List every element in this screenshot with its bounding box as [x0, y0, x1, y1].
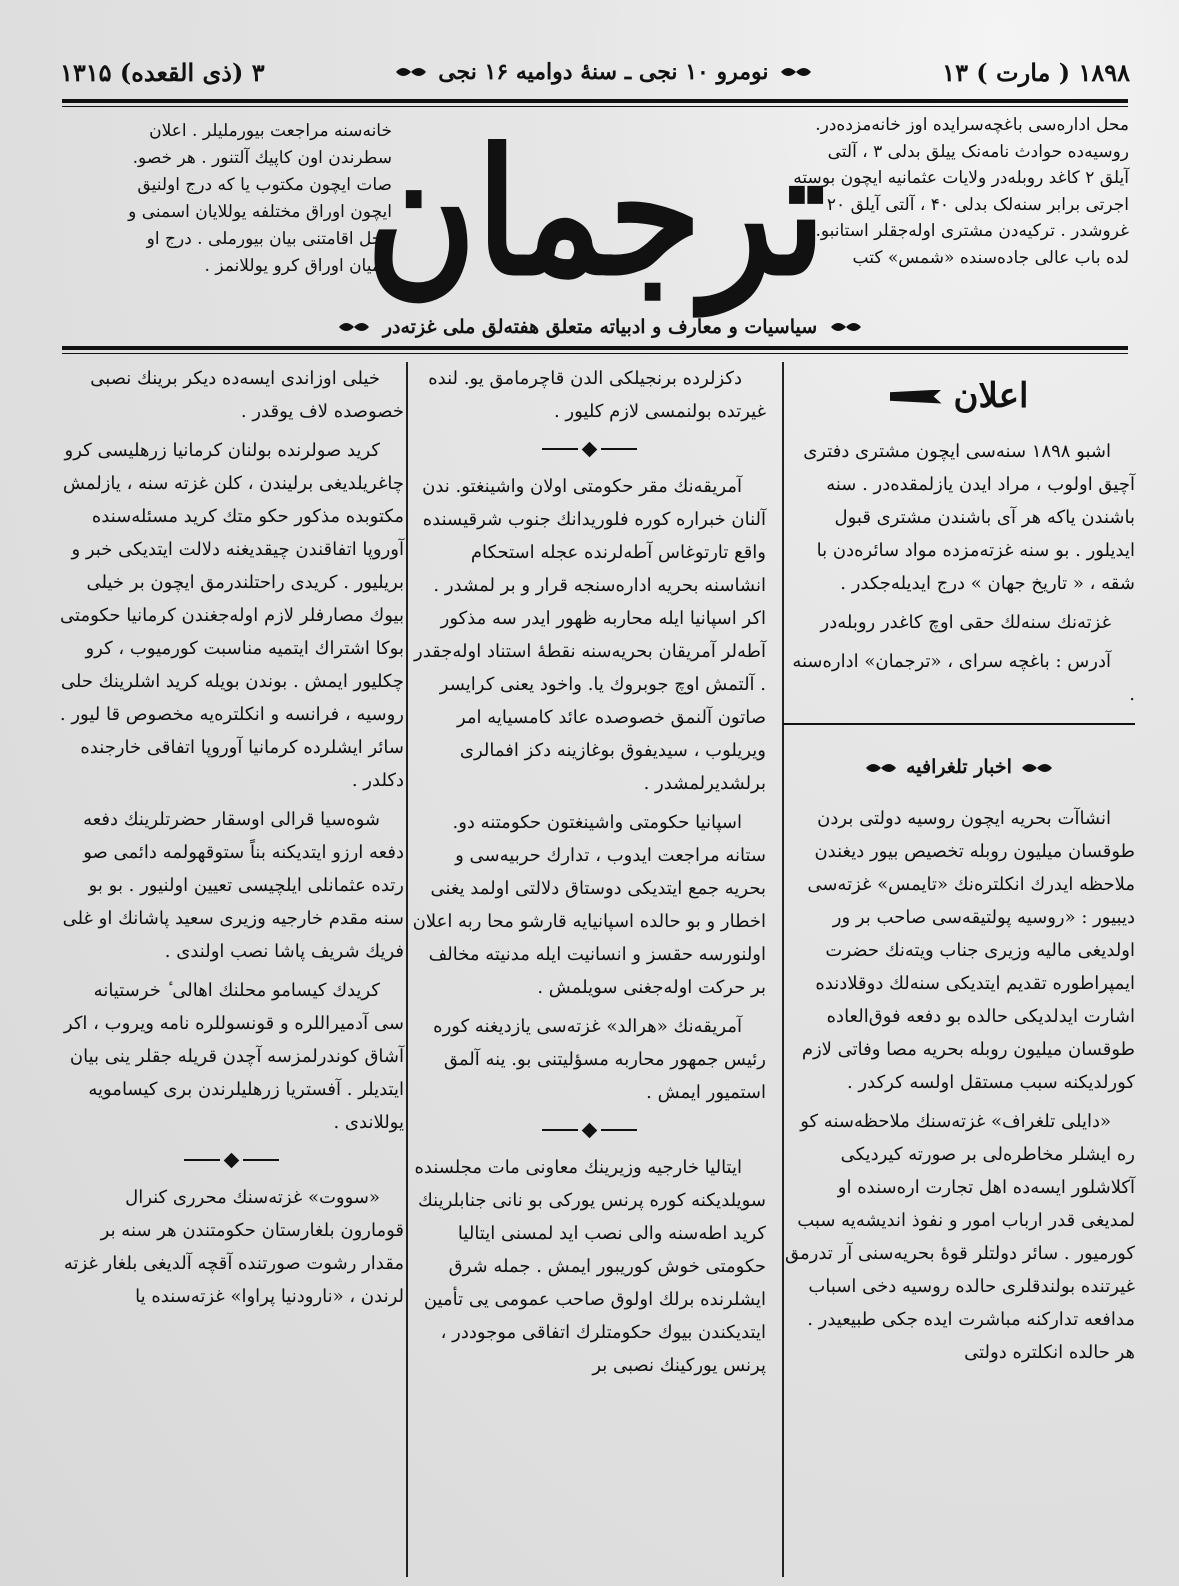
advertising-line: سطرندن اون کاپیك آلتنور . هر خصو. — [132, 148, 392, 168]
announcement-paragraph: غزته‌نك سنه‌لك حقی اوچ کاغدر روبله‌در — [820, 612, 1111, 633]
subscription-line: آیلق ۲ کاغد روبله‌در ولایات عثمانیه ایچون بوسته — [793, 168, 1129, 188]
diamond-separator-icon — [412, 1115, 766, 1145]
masthead-bottom-thin-rule — [62, 353, 1128, 354]
announcement-heading — [783, 376, 1135, 416]
article-paragraph: اسپانیا حکومتی واشینغتون حکومتنه دو. ستانه مراجعت ایدوب ، تدارك حربیه‌سی و بحریه جمع ایتدیکی دوستاق دلالتی اولمد یغنی اخطار و بو حالده اسپانیایه قارشو محا ربه اعلان اولنورسه حقسز و انسانیت ایله مدنیته مخالف بر حرکت اوله‌جغنی سویلمش . — [412, 812, 766, 998]
announcement-paragraph: اشبو ۱۸۹۸ سنه‌سی ایچون مشتری دفتری آچیق اولوب ، مراد ایدن یازلمقده‌در . سنه باشندن یاکه هر آی باشندن مشتری قبول ایدیلور . بو سنه غزته‌مزده مواد سائره‌دن با شقه ، « تاریخ جهان » درج ایدیله‌جکدر . — [803, 441, 1135, 594]
advertising-line: محل اقامتنی بیان بیورملی . درج او — [146, 229, 392, 249]
article-paragraph: خیلی اوزاندی ایسه‌ده دیکر برینك نصبی خصوصده لاف یوقدر . — [90, 368, 404, 422]
top-thin-rule — [62, 106, 1128, 107]
advertising-line: ایچون اوراق مختلفه یوللایان اسمنی و — [128, 202, 392, 222]
pointing-hand-icon — [890, 390, 942, 404]
hijri-date: ۳ (ذی القعده) ۱۳۱۵ — [60, 57, 265, 87]
article-paragraph: شوه‌سیا قرالی اوسقار حضرتلرینك دفعه دفعه ارزو ایتدیکنه بناً ستوقهولمه دائمی صو رتده عثمانلی ایلچیسی تعیین اولنیور . بو بو سنه مقدم خارجیه وزیری سعید پاشانك او غلی فریك شریف پاشا نصب اولندی . — [62, 809, 404, 962]
subscription-line: لده باب عالی جاده‌سنده «شمس» کتب — [852, 247, 1129, 268]
subscription-line: روسیه‌ده حوادث نامه‌نک ییلق بدلی ۳ ، آلتی — [827, 141, 1129, 162]
issue-number: نومرو ۱۰ نجی ـ سنهٔ دوامیه ۱۶ نجی — [438, 59, 769, 85]
fleuron-ornament-icon — [337, 318, 371, 336]
column-divider — [406, 362, 408, 1577]
advertising-line: صات ایچون مکتوب یا که درج اولنیق — [137, 175, 392, 195]
column-middle — [412, 362, 766, 1388]
article-paragraph: آمریقه‌نك «هرالد» غزته‌سی یازدیغنه کوره رئیس جمهور محاربه مسؤلیتنی بو. ینه آلمق استمیور ایمش . — [433, 1016, 766, 1103]
gregorian-date: ۱۸۹۸ ( مارت ) ۱۳ — [942, 57, 1130, 87]
article-paragraph: «سووت» غزته‌سنك محرری کنرال قومارون بلغارستان حکومتندن هر سنه بر مقدار رشوت صورتنده آقچه آلدیغی بلغار غزته لرندن ، «نارودنیا پراوا» غزته‌سنده یا — [63, 1187, 404, 1307]
issue-number-group — [394, 59, 812, 85]
masthead — [366, 111, 826, 314]
subscription-line: اجرتی برابر سنه‌لک بدلی ۴۰ ، آلتی آیلق ۲۰ — [826, 194, 1129, 215]
column-right — [783, 362, 1135, 1375]
telegraph-paragraph: انشاآت بحریه ایچون روسیه دولتی بردن طوقسان میلیون روبله تخصیص بیور دیغندن ملاحظه ایدرك انکلتره‌نك «تایمس» غزته‌سی دیبیور : «روسیه پولتیقه‌سی صاحب بر ور اولدیغی مالیه وزیری جناب ویته‌نك حضرت ایمپراطوره تقدیم ایتدیکی سنه‌لك دوقلادنده اشارت ایدلدیکی حالده بو دفعه فوق‌العاده طوقسان میلیون روبله بحریه مصا وفاتی لازم کورلدیکنه سبب مستقل اولسه کرکدر . — [801, 808, 1135, 1093]
column-left — [58, 362, 404, 1319]
advertising-line: خانه‌سنه مراجعت بیورملیلر . اعلان — [149, 121, 392, 141]
telegraph-heading — [783, 751, 1135, 784]
article-paragraph: کرید صولرنده بولنان کرمانیا زرهلیسی کرو چاغریلدیغی برلیندن ، کلن غزته سنه ، یازلمش مکتوبده مذکور حکو متك کرید مسئله‌سنده آوروپا اتفاقندن چیقدیغنه دلالت ایتدیکی خبر و بریلیور . کریدی راحتلندرمق ایچون بر خیلی بیوك مصارفلر لازم اوله‌جغندن کرمانیا حکومتی بوکا اشتراك ایتمیه مناسبت کورمیوب ، کرو چکلیور ایمش . بوندن بویله کرید اشلرینك حلی روسیه ، فرانسه و انکلتره‌یه مخصوص قا لیور . سائر ایشلرده کرمانیا آوروپا اتفاقی خارجنده دکلدر . — [59, 440, 404, 791]
fleuron-ornament-icon — [829, 318, 863, 336]
fleuron-ornament-icon — [779, 63, 813, 81]
announcement-title: اعلان — [953, 376, 1029, 416]
fleuron-ornament-icon — [394, 63, 428, 81]
article-paragraph: آمریقه‌نك مقر حکومتی اولان واشینغتو. ندن آلنان خبراره کوره فلوریدانك جنوب شرقیسنده واقع تارتوغاس آطه‌لرنده عجله استحکام انشاسنه بحریه اداره‌سنجه قرار و بر لمشدر . اکر اسپانیا ایله محاربه ظهور ایدر سه مذکور آطه‌لر آمریقان بحریه‌سنه نقطهٔ استناد اوله‌جقدر . آلتمش اوچ جوبروك یا. واخود یعنی کرایسر صاتون آلنمق خصوصده عائد کامسیایه امر ویریلوب ، سیدیفوق بوغازینه دکز افمالری برلشدیرلمشدر . — [414, 476, 766, 794]
section-divider — [783, 723, 1135, 725]
article-paragraph: کریدك کیسامو محلنك اهالی ٔ خرستیانه سی آدمیراللره و قونسوللره نامه ویروب ، اکر آشاق کوندرلمزسه آچدن قریله جقلر ینی بیان ایتدیلر . آفستریا زرهلیلرندن بری کیسامویه یوللاندی . — [63, 980, 404, 1133]
subscription-line: محل اداره‌سی باغچه‌سرایده اوز خانه‌مزده‌در. — [815, 115, 1129, 135]
top-double-rule — [62, 99, 1128, 103]
diamond-separator-icon — [412, 434, 766, 464]
telegraph-paragraph: «دایلی تلغراف» غزته‌سنك ملاحظه‌سنه کو ره ایشلر مخاطره‌لی بر صورته کیردیکی آکلاشلور ایسه‌ده اهل تجارت اره‌سنده او لمدیغی قدر ارباب امور و نفوذ اندیشه‌یه سبب کورمیور . سائر دولتلر قوهٔ بحریه‌سنی آر تدرمق غیرتنده بولندقلری حالده روسیه دخی اسباب مدافعه تدارکنه مباشرت ایده جکی طبیعیدر . هر حالده انکلتره دولتی — [785, 1111, 1135, 1363]
diamond-separator-icon — [58, 1145, 404, 1175]
announcement-paragraph: آدرس : باغچه سرای ، «ترجمان» اداره‌سنه . — [792, 651, 1135, 705]
fleuron-ornament-icon — [1020, 759, 1054, 777]
subtitle-bar — [300, 312, 900, 342]
article-paragraph: دکزلرده برنجیلکی الدن قاچرمامق یو. لنده غیرتده بولنمسی لازم کلیور . — [428, 368, 766, 422]
dateline — [60, 54, 1130, 90]
newspaper-title: ترجمان — [366, 111, 826, 314]
newspaper-subtitle: سیاسیات و معارف و ادبیاته متعلق هفته‌لق ملی غزته‌در — [382, 316, 818, 338]
telegraph-title: اخبار تلغرافیه — [906, 756, 1012, 778]
fleuron-ornament-icon — [864, 759, 898, 777]
advertising-info — [62, 118, 392, 280]
article-paragraph: ایتالیا خارجیه وزیرینك معاونی مات مجلسنده سویلدیکنه کوره پرنس یورکی بو نانی جنابلرینك کرید اطه‌سنه والی نصب اید لمسنی ایتالیا حکومتی خوش کوریبور ایمش . جمله شرق ایشلرنده برلك اولوق صاحب عمومی یی تأمین ایتدیکندن بیوك حکومتلرك اتفاقی موجوددر ، پرنس یورکینك نصبی بر — [414, 1157, 766, 1376]
advertising-line: لنمیان اوراق کرو یوللانمز . — [204, 256, 392, 276]
subscription-line: غروشدر . ترکیه‌دن مشتری اوله‌جقلر استانبو. — [815, 221, 1129, 241]
masthead-bottom-rule — [62, 346, 1128, 350]
